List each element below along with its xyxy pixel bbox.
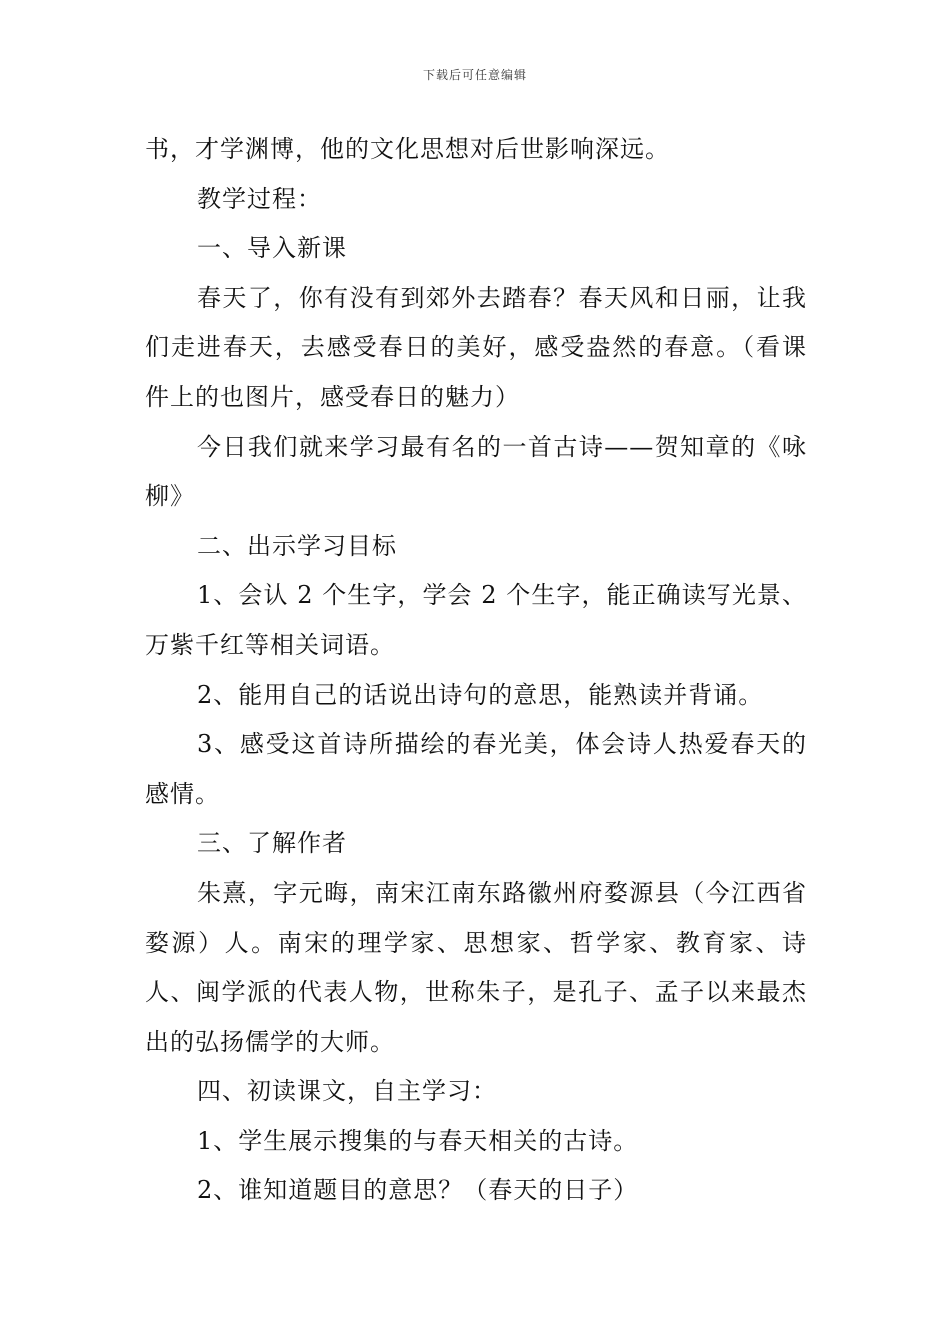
- list-item-step-2: 2、谁知道题目的意思？（春天的日子）: [197, 1176, 639, 1205]
- paragraph-continuation: 书，才学渊博，他的文化思想对后世影响深远。: [145, 135, 670, 163]
- paragraph-today: 今日我们就来学习最有名的一首古诗——贺知章的《咏柳》: [145, 432, 807, 511]
- heading-section-2: 二、出示学习目标: [197, 531, 397, 560]
- document-body: [145, 125, 807, 1216]
- list-item-goal-1: 1、会认 2 个生字，学会 2 个生字，能正确读写光景、万紫千红等相关词语。: [145, 581, 807, 659]
- heading-teaching-process: 教学过程：: [197, 184, 322, 213]
- heading-section-1: 一、导入新课: [197, 234, 347, 263]
- paragraph-intro: 春天了，你有没有到郊外去踏春？春天风和日丽，让我们走进春天，去感受春日的美好，感受盎然的春意。（看课件上的也图片，感受春日的魅力）: [145, 283, 807, 411]
- list-item-goal-3: 3、感受这首诗所描绘的春光美，体会诗人热爱春天的感情。: [145, 730, 807, 808]
- page-header: 下载后可任意编辑: [422, 68, 527, 82]
- list-item-goal-2: 2、能用自己的话说出诗句的意思，能熟读并背诵。: [197, 680, 764, 709]
- list-item-step-1: 1、学生展示搜集的与春天相关的古诗。: [197, 1126, 639, 1155]
- paragraph-author: 朱熹，字元晦，南宋江南东路徽州府婺源县（今江西省婺源）人。南宋的理学家、思想家、哲学家、教育家、诗人、闽学派的代表人物，世称朱子，是孔子、孟子以来最杰出的弘扬儒学的大师。: [145, 878, 807, 1056]
- heading-section-3: 三、了解作者: [197, 829, 347, 858]
- heading-section-4: 四、初读课文，自主学习：: [197, 1077, 497, 1106]
